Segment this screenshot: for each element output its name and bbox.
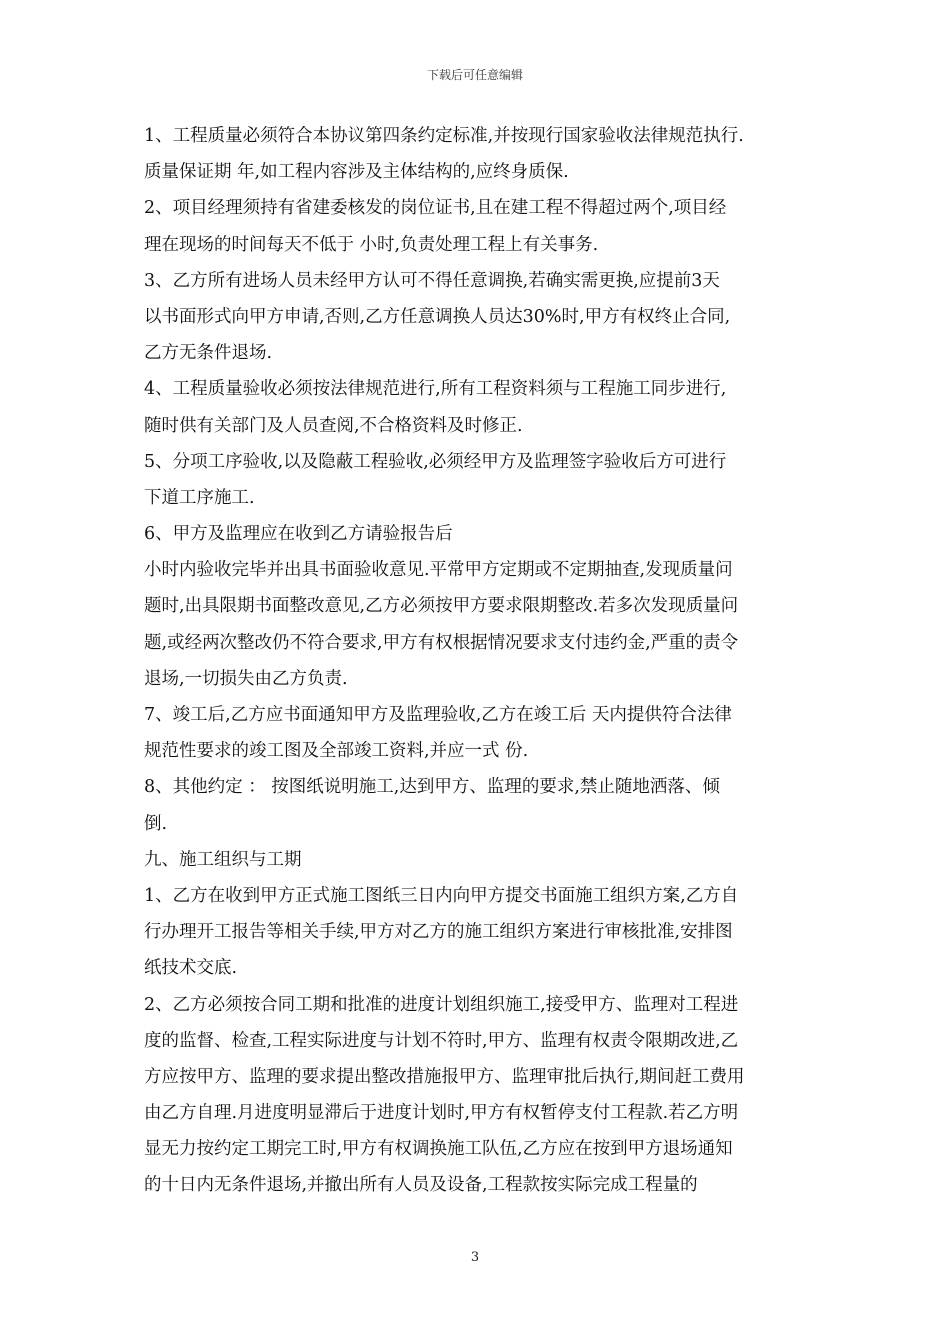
text-line: 小时内验收完毕并出具书面验收意见.平常甲方定期或不定期抽查,发现质量问 xyxy=(144,560,733,581)
text-line: 九、施工组织与工期 xyxy=(144,849,302,870)
text-line: 2、乙方必须按合同工期和批准的进度计划组织施工,接受甲方、监理对工程进 xyxy=(144,994,739,1015)
text-line: 以书面形式向甲方申请,否则,乙方任意调换人员达30%时,甲方有权终止合同, xyxy=(144,306,731,327)
text-line: 2、项目经理须持有省建委核发的岗位证书,且在建工程不得超过两个,项目经 xyxy=(144,198,727,219)
text-line: 5、分项工序验收,以及隐蔽工程验收,必须经甲方及监理签字验收后方可进行 xyxy=(144,451,727,472)
text-line: 质量保证期 年,如工程内容涉及主体结构的,应终身质保. xyxy=(144,162,569,183)
text-line: 行办理开工报告等相关手续,甲方对乙方的施工组织方案进行审核批准,安排图 xyxy=(144,922,733,943)
text-line: 倒. xyxy=(144,813,168,834)
text-line: 6、甲方及监理应在收到乙方请验报告后 xyxy=(144,524,453,545)
text-line: 7、竣工后,乙方应书面通知甲方及监理验收,乙方在竣工后 天内提供符合法律 xyxy=(144,705,732,725)
text-line: 1、工程质量必须符合本协议第四条约定标准,并按现行国家验收法律规范执行. xyxy=(144,126,744,146)
text-line: 显无力按约定工期完工时,甲方有权调换施工队伍,乙方应在按到甲方退场通知 xyxy=(144,1139,733,1160)
page-number: 3 xyxy=(470,1250,480,1265)
text-line: 方应按甲方、监理的要求提出整改措施报甲方、监理审批后执行,期间赶工费用 xyxy=(144,1066,745,1087)
text-line: 1、乙方在收到甲方正式施工图纸三日内向甲方提交书面施工组织方案,乙方自 xyxy=(144,885,739,906)
document-body xyxy=(144,118,812,1204)
text-line: 理在现场的时间每天不低于 小时,负责处理工程上有关事务. xyxy=(144,234,599,255)
text-line: 由乙方自理.月进度明显滞后于进度计划时,甲方有权暂停支付工程款.若乙方明 xyxy=(144,1103,739,1124)
text-line: 8、其他约定 ： 按图纸说明施工,达到甲方、监理的要求,禁止随地洒落、倾 xyxy=(144,777,720,798)
text-line: 度的监督、检查,工程实际进度与计划不符时,甲方、监理有权责令限期改进,乙 xyxy=(144,1030,739,1051)
text-line: 4、工程质量验收必须按法律规范进行,所有工程资料须与工程施工同步进行, xyxy=(144,379,727,400)
text-line: 下道工序施工. xyxy=(144,487,255,508)
text-line: 3、乙方所有进场人员未经甲方认可不得任意调换,若确实需更换,应提前3天 xyxy=(144,270,720,291)
text-line: 题时,出具限期书面整改意见,乙方必须按甲方要求限期整改.若多次发现质量问 xyxy=(144,596,739,617)
page-header: 下载后可任意编辑 xyxy=(426,68,523,82)
text-line: 规范性要求的竣工图及全部竣工资料,并应一式 份. xyxy=(144,741,529,762)
text-line: 随时供有关部门及人员查阅,不合格资料及时修正. xyxy=(144,415,523,436)
text-line: 退场,一切损失由乙方负责. xyxy=(144,668,348,689)
text-line: 纸技术交底. xyxy=(144,958,238,979)
text-line: 的十日内无条件退场,并撤出所有人员及设备,工程款按实际完成工程量的 xyxy=(144,1175,698,1196)
text-line: 乙方无条件退场. xyxy=(144,343,273,364)
text-line: 题,或经两次整改仍不符合要求,甲方有权根据情况要求支付违约金,严重的责令 xyxy=(144,632,739,653)
